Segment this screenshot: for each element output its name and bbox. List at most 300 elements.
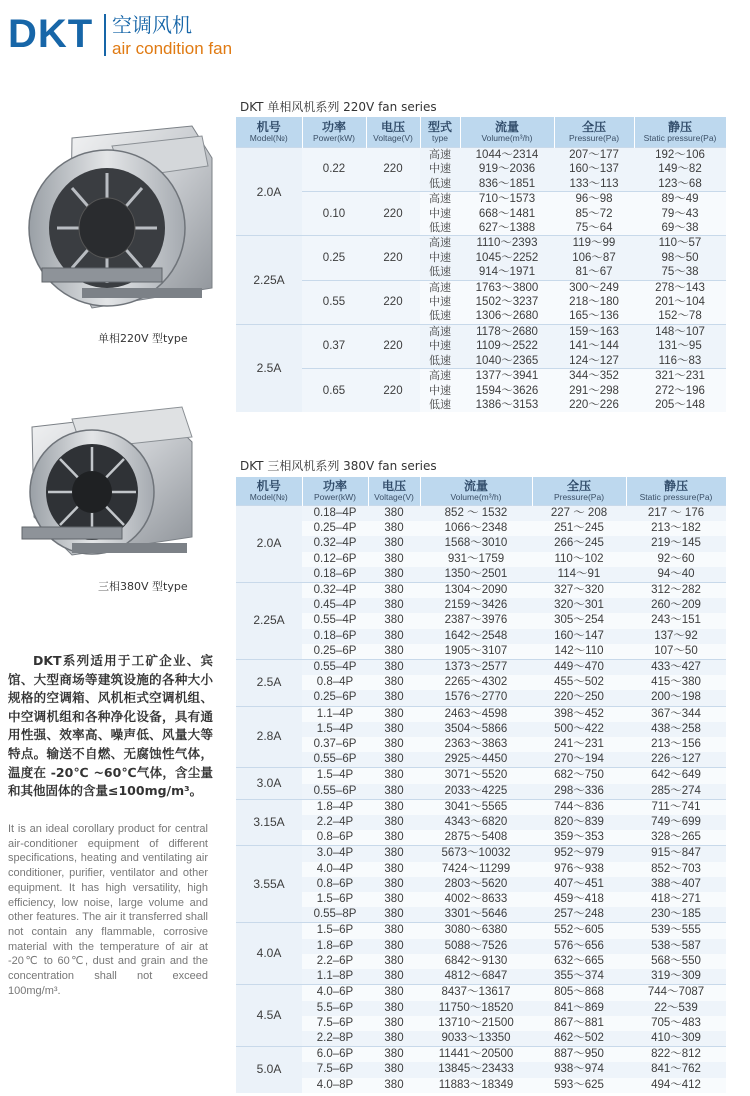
pressure-cell: 841～869 [532, 1001, 626, 1016]
static-pressure-cell: 230～185 [626, 907, 726, 923]
static-pressure-cell: 438～258 [626, 722, 726, 737]
table-row [236, 706, 726, 722]
pressure-cell: 257～248 [532, 907, 626, 923]
volume-cell: 13845～23433 [420, 1062, 532, 1077]
model-cell: 4.5A [236, 985, 302, 1047]
model-cell: 2.5A [236, 660, 302, 707]
pressure-cell: 952～979 [532, 846, 626, 862]
voltage-cell: 380 [368, 506, 420, 522]
column-header-en: type [431, 133, 449, 143]
pressure-cell: 106～87 [554, 251, 634, 265]
volume-cell: 1377～3941 [460, 369, 554, 384]
type-cell: 高速 [420, 280, 460, 295]
static-pressure-cell: 328～265 [626, 830, 726, 846]
static-pressure-cell: 94～40 [626, 567, 726, 583]
power-cell: 6.0–6P [302, 1047, 368, 1063]
pressure-cell: 344～352 [554, 369, 634, 384]
pressure-cell: 593～625 [532, 1078, 626, 1093]
static-pressure-cell: 915～847 [626, 846, 726, 862]
pressure-cell: 867～881 [532, 1016, 626, 1031]
voltage-cell: 380 [368, 567, 420, 583]
table-row [236, 552, 726, 567]
table-row [236, 236, 726, 251]
table-row [236, 939, 726, 954]
column-header [634, 117, 726, 148]
volume-cell: 1109～2522 [460, 339, 554, 353]
static-pressure-cell: 123～68 [634, 177, 726, 192]
pressure-cell: 682～750 [532, 768, 626, 784]
static-pressure-cell: 822～812 [626, 1047, 726, 1063]
column-header-en: Voltage(V) [373, 133, 413, 143]
three-phase-spec-table [236, 477, 727, 1093]
table-row [236, 1078, 726, 1093]
volume-cell: 2875～5408 [420, 830, 532, 846]
volume-cell: 710～1573 [460, 192, 554, 207]
pressure-cell: 220～250 [532, 690, 626, 706]
voltage-cell: 380 [368, 583, 420, 599]
power-cell: 0.10 [302, 192, 366, 236]
pressure-cell: 576～656 [532, 939, 626, 954]
table-row [236, 1047, 726, 1063]
volume-cell: 1568～3010 [420, 536, 532, 551]
power-cell: 1.5–4P [302, 768, 368, 784]
voltage-cell: 380 [368, 722, 420, 737]
table-row [236, 598, 726, 613]
pressure-cell: 805～868 [532, 985, 626, 1001]
volume-cell: 1576～2770 [420, 690, 532, 706]
voltage-cell: 380 [368, 644, 420, 660]
three-phase-series-title: DKT 三相风机系列 380V fan series [240, 459, 437, 473]
pressure-cell: 305～254 [532, 613, 626, 628]
static-pressure-cell: 131～95 [634, 339, 726, 353]
pressure-cell: 552～605 [532, 923, 626, 939]
single-phase-series-title: DKT 单相风机系列 220V fan series [240, 100, 437, 114]
power-cell: 1.8–6P [302, 939, 368, 954]
static-pressure-cell: 749～699 [626, 815, 726, 830]
power-cell: 0.37 [302, 324, 366, 368]
column-header [236, 117, 302, 148]
volume-cell: 9033～13350 [420, 1031, 532, 1047]
static-pressure-cell: 98～50 [634, 251, 726, 265]
table-row [236, 192, 726, 207]
pressure-cell: 119～99 [554, 236, 634, 251]
table-row [236, 830, 726, 846]
pressure-cell: 160～137 [554, 162, 634, 176]
power-cell: 2.2–8P [302, 1031, 368, 1047]
table-row [236, 907, 726, 923]
volume-cell: 11883～18349 [420, 1078, 532, 1093]
description-en: It is an ideal corollary product for central air-conditioner equipment of different specifications, heating and ventilating air conditioner, purifier, ventilator and other equipment. It has high versatility, high efficiency, low noise, large volume and other features. The air it transferred shall not contain any flammable, corrosive material with the temperature of air at -20℃ to 60℃, dust and grain and the concentration shall not exceed 100mg/m³. [8, 823, 208, 997]
brand-title-cn: 空调风机 [112, 13, 192, 37]
column-header-cn: 静压 [667, 120, 692, 134]
static-pressure-cell: 642～649 [626, 768, 726, 784]
column-header-en: Power(kW) [313, 492, 357, 502]
pressure-cell: 266～245 [532, 536, 626, 551]
column-header [460, 117, 554, 148]
table-row [236, 846, 726, 862]
description-cn: DKT系列适用于工矿企业、宾馆、大型商场等建筑设施的各种大小规格的空调箱、风机柜式空调机组、中空调机组和各种净化设备，具有通用性强、效率高、噪声低、风量大等特点。输送不自燃、无腐蚀性气体，温度在 -20℃ ~60℃气体，含尘量和其他固体的含量≤100mg/m³。 [8, 653, 213, 799]
static-pressure-cell: 568～550 [626, 954, 726, 969]
volume-cell: 5673～10032 [420, 846, 532, 862]
model-cell: 2.0A [236, 148, 302, 236]
voltage-cell: 220 [366, 280, 420, 324]
type-cell: 高速 [420, 324, 460, 339]
pressure-cell: 500～422 [532, 722, 626, 737]
pressure-cell: 449～470 [532, 660, 626, 676]
column-header-cn: 机号 [256, 479, 281, 493]
static-pressure-cell: 418～271 [626, 892, 726, 907]
static-pressure-cell: 89～49 [634, 192, 726, 207]
volume-cell: 3080～6380 [420, 923, 532, 939]
voltage-cell: 380 [368, 536, 420, 551]
type-cell: 高速 [420, 192, 460, 207]
pressure-cell: 114～91 [532, 567, 626, 583]
table-row [236, 324, 726, 339]
column-header [420, 477, 532, 506]
column-header [626, 477, 726, 506]
column-header-cn: 机号 [256, 120, 281, 134]
pressure-cell: 133～113 [554, 177, 634, 192]
voltage-cell: 380 [368, 830, 420, 846]
table-row [236, 862, 726, 877]
power-cell: 0.22 [302, 148, 366, 192]
pressure-cell: 887～950 [532, 1047, 626, 1063]
volume-cell: 1110～2393 [460, 236, 554, 251]
volume-cell: 2387～3976 [420, 613, 532, 628]
voltage-cell: 380 [368, 954, 420, 969]
volume-cell: 2363～3863 [420, 737, 532, 752]
column-header-cn: 电压 [381, 479, 406, 493]
power-cell: 0.32–4P [302, 536, 368, 551]
type-cell: 低速 [420, 177, 460, 192]
table-row [236, 1001, 726, 1016]
power-cell: 1.5–6P [302, 923, 368, 939]
volume-cell: 2033～4225 [420, 784, 532, 800]
column-header-en: Volume(m³/h) [481, 133, 533, 143]
voltage-cell: 220 [366, 324, 420, 368]
table-row [236, 1016, 726, 1031]
table-row [236, 644, 726, 660]
static-pressure-cell: 539～555 [626, 923, 726, 939]
type-cell: 中速 [420, 207, 460, 221]
volume-cell: 1066～2348 [420, 521, 532, 536]
column-header-en: Power(kW) [312, 133, 356, 143]
voltage-cell: 380 [368, 706, 420, 722]
power-cell: 4.0–6P [302, 985, 368, 1001]
static-pressure-cell: 852～703 [626, 862, 726, 877]
volume-cell: 1642～2548 [420, 629, 532, 644]
three-phase-fan-caption: 三相380V 型type [98, 580, 188, 593]
voltage-cell: 380 [368, 815, 420, 830]
column-header-en: Model(№) [249, 133, 288, 143]
power-cell: 1.5–6P [302, 892, 368, 907]
table-row [236, 892, 726, 907]
voltage-cell: 380 [368, 799, 420, 815]
volume-cell: 1350～2501 [420, 567, 532, 583]
static-pressure-cell: 107～50 [626, 644, 726, 660]
static-pressure-cell: 494～412 [626, 1078, 726, 1093]
volume-cell: 1905～3107 [420, 644, 532, 660]
pressure-cell: 220～226 [554, 398, 634, 412]
table-row [236, 675, 726, 690]
static-pressure-cell: 388～407 [626, 877, 726, 892]
volume-cell: 1044～2314 [460, 148, 554, 163]
model-cell: 2.0A [236, 506, 302, 583]
table-row [236, 815, 726, 830]
column-header [366, 117, 420, 148]
power-cell: 1.1–8P [302, 969, 368, 985]
power-cell: 4.0–8P [302, 1078, 368, 1093]
column-header-en: Static pressure(Pa) [643, 133, 717, 143]
table-row [236, 506, 726, 522]
volume-cell: 3504～5866 [420, 722, 532, 737]
table-row [236, 799, 726, 815]
power-cell: 0.55–6P [302, 752, 368, 768]
pressure-cell: 976～938 [532, 862, 626, 877]
table-row [236, 784, 726, 800]
pressure-cell: 462～502 [532, 1031, 626, 1047]
volume-cell: 6842～9130 [420, 954, 532, 969]
static-pressure-cell: 79～43 [634, 207, 726, 221]
power-cell: 3.0–4P [302, 846, 368, 862]
model-cell: 4.0A [236, 923, 302, 985]
power-cell: 0.8–6P [302, 877, 368, 892]
voltage-cell: 380 [368, 969, 420, 985]
power-cell: 7.5–6P [302, 1062, 368, 1077]
table-row [236, 536, 726, 551]
model-cell: 3.0A [236, 768, 302, 799]
power-cell: 0.37–6P [302, 737, 368, 752]
pressure-cell: 251～245 [532, 521, 626, 536]
voltage-cell: 380 [368, 862, 420, 877]
pressure-cell: 327～320 [532, 583, 626, 599]
voltage-cell: 380 [368, 923, 420, 939]
pressure-cell: 298～336 [532, 784, 626, 800]
pressure-cell: 455～502 [532, 675, 626, 690]
power-cell: 0.25–6P [302, 644, 368, 660]
type-cell: 高速 [420, 148, 460, 163]
static-pressure-cell: 272～196 [634, 384, 726, 398]
table-row [236, 629, 726, 644]
static-pressure-cell: 192～106 [634, 148, 726, 163]
power-cell: 0.25 [302, 236, 366, 280]
power-cell: 0.18–4P [302, 506, 368, 522]
type-cell: 低速 [420, 354, 460, 369]
power-cell: 1.5–4P [302, 722, 368, 737]
voltage-cell: 380 [368, 1062, 420, 1077]
static-pressure-cell: 92～60 [626, 552, 726, 567]
voltage-cell: 380 [368, 737, 420, 752]
pressure-cell: 241～231 [532, 737, 626, 752]
pressure-cell: 218～180 [554, 295, 634, 309]
power-cell: 0.32–4P [302, 583, 368, 599]
voltage-cell: 380 [368, 892, 420, 907]
type-cell: 中速 [420, 251, 460, 265]
static-pressure-cell: 841～762 [626, 1062, 726, 1077]
column-header-en: Static pressure(Pa) [639, 492, 713, 502]
power-cell: 0.8–4P [302, 675, 368, 690]
volume-cell: 2925～4450 [420, 752, 532, 768]
volume-cell: 4343～6820 [420, 815, 532, 830]
voltage-cell: 380 [368, 521, 420, 536]
table-row [236, 1062, 726, 1077]
static-pressure-cell: 152～78 [634, 309, 726, 324]
column-header [368, 477, 420, 506]
table-row [236, 969, 726, 985]
static-pressure-cell: 744～7087 [626, 985, 726, 1001]
pressure-cell: 96～98 [554, 192, 634, 207]
brand-divider [104, 14, 106, 56]
pressure-cell: 165～136 [554, 309, 634, 324]
pressure-cell: 407～451 [532, 877, 626, 892]
pressure-cell: 459～418 [532, 892, 626, 907]
column-header-cn: 电压 [380, 120, 405, 134]
table-row [236, 660, 726, 676]
column-header-en: Pressure(Pa) [553, 492, 605, 502]
pressure-cell: 141～144 [554, 339, 634, 353]
column-header [420, 117, 460, 148]
voltage-cell: 380 [368, 690, 420, 706]
type-cell: 高速 [420, 236, 460, 251]
static-pressure-cell: 213～182 [626, 521, 726, 536]
voltage-cell: 220 [366, 148, 420, 192]
column-header-cn: 型式 [427, 120, 452, 134]
static-pressure-cell: 278～143 [634, 280, 726, 295]
model-cell: 3.15A [236, 799, 302, 846]
column-header-cn: 静压 [663, 479, 688, 493]
model-cell: 3.55A [236, 846, 302, 923]
volume-cell: 2265～4302 [420, 675, 532, 690]
volume-cell: 3071～5520 [420, 768, 532, 784]
voltage-cell: 380 [368, 846, 420, 862]
pressure-cell: 75～64 [554, 221, 634, 236]
volume-cell: 13710～21500 [420, 1016, 532, 1031]
volume-cell: 4002～8633 [420, 892, 532, 907]
voltage-cell: 380 [368, 552, 420, 567]
table-row [236, 923, 726, 939]
volume-cell: 1594～3626 [460, 384, 554, 398]
pressure-cell: 81～67 [554, 265, 634, 280]
volume-cell: 1045～2252 [460, 251, 554, 265]
power-cell: 0.55–6P [302, 784, 368, 800]
pressure-cell: 110～102 [532, 552, 626, 567]
volume-cell: 3301～5646 [420, 907, 532, 923]
column-header [236, 477, 302, 506]
voltage-cell: 380 [368, 1031, 420, 1047]
power-cell: 1.8–4P [302, 799, 368, 815]
pressure-cell: 85～72 [554, 207, 634, 221]
voltage-cell: 380 [368, 1078, 420, 1093]
column-header-cn: 流量 [463, 479, 488, 493]
voltage-cell: 380 [368, 907, 420, 923]
column-header [532, 477, 626, 506]
type-cell: 中速 [420, 339, 460, 353]
pressure-cell: 227 ～ 208 [532, 506, 626, 522]
volume-cell: 1502～3237 [460, 295, 554, 309]
power-cell: 7.5–6P [302, 1016, 368, 1031]
power-cell: 5.5–6P [302, 1001, 368, 1016]
column-header-cn: 全压 [581, 120, 606, 134]
power-cell: 0.45–4P [302, 598, 368, 613]
static-pressure-cell: 116～83 [634, 354, 726, 369]
type-cell: 低速 [420, 265, 460, 280]
static-pressure-cell: 433～427 [626, 660, 726, 676]
model-cell: 2.5A [236, 324, 302, 412]
type-cell: 中速 [420, 384, 460, 398]
single-phase-fan-caption: 单相220V 型type [98, 332, 188, 345]
static-pressure-cell: 410～309 [626, 1031, 726, 1047]
voltage-cell: 380 [368, 784, 420, 800]
power-cell: 0.55 [302, 280, 366, 324]
column-header-en: Pressure(Pa) [568, 133, 620, 143]
type-cell: 中速 [420, 295, 460, 309]
volume-cell: 931～1759 [420, 552, 532, 567]
type-cell: 低速 [420, 221, 460, 236]
voltage-cell: 380 [368, 1016, 420, 1031]
power-cell: 4.0–4P [302, 862, 368, 877]
volume-cell: 1304～2090 [420, 583, 532, 599]
static-pressure-cell: 205～148 [634, 398, 726, 412]
static-pressure-cell: 69～38 [634, 221, 726, 236]
static-pressure-cell: 243～151 [626, 613, 726, 628]
power-cell: 0.55–4P [302, 660, 368, 676]
static-pressure-cell: 415～380 [626, 675, 726, 690]
single-phase-fan-image [12, 118, 227, 323]
static-pressure-cell: 538～587 [626, 939, 726, 954]
column-header-cn: 流量 [494, 120, 519, 134]
pressure-cell: 355～374 [532, 969, 626, 985]
voltage-cell: 380 [368, 877, 420, 892]
volume-cell: 2803～5620 [420, 877, 532, 892]
volume-cell: 1373～2577 [420, 660, 532, 676]
table-row [236, 737, 726, 752]
column-header-cn: 功率 [321, 120, 346, 134]
type-cell: 低速 [420, 309, 460, 324]
volume-cell: 1386～3153 [460, 398, 554, 412]
pressure-cell: 359～353 [532, 830, 626, 846]
voltage-cell: 220 [366, 369, 420, 413]
power-cell: 1.1–4P [302, 706, 368, 722]
static-pressure-cell: 319～309 [626, 969, 726, 985]
column-header-en: Voltage(V) [374, 492, 414, 502]
table-row [236, 613, 726, 628]
static-pressure-cell: 705～483 [626, 1016, 726, 1031]
volume-cell: 2463～4598 [420, 706, 532, 722]
table-row [236, 690, 726, 706]
static-pressure-cell: 312～282 [626, 583, 726, 599]
static-pressure-cell: 213～156 [626, 737, 726, 752]
static-pressure-cell: 219～145 [626, 536, 726, 551]
table-row [236, 567, 726, 583]
static-pressure-cell: 711～741 [626, 799, 726, 815]
voltage-cell: 380 [368, 613, 420, 628]
pressure-cell: 300～249 [554, 280, 634, 295]
voltage-cell: 380 [368, 752, 420, 768]
table-row [236, 369, 726, 384]
static-pressure-cell: 285～274 [626, 784, 726, 800]
three-phase-fan-image [12, 397, 227, 567]
static-pressure-cell: 260～209 [626, 598, 726, 613]
power-cell: 0.25–4P [302, 521, 368, 536]
volume-cell: 852 ～ 1532 [420, 506, 532, 522]
power-cell: 0.12–6P [302, 552, 368, 567]
pressure-cell: 207～177 [554, 148, 634, 163]
type-cell: 中速 [420, 162, 460, 176]
power-cell: 0.25–6P [302, 690, 368, 706]
type-cell: 低速 [420, 398, 460, 412]
power-cell: 0.55–4P [302, 613, 368, 628]
model-cell: 5.0A [236, 1047, 302, 1093]
